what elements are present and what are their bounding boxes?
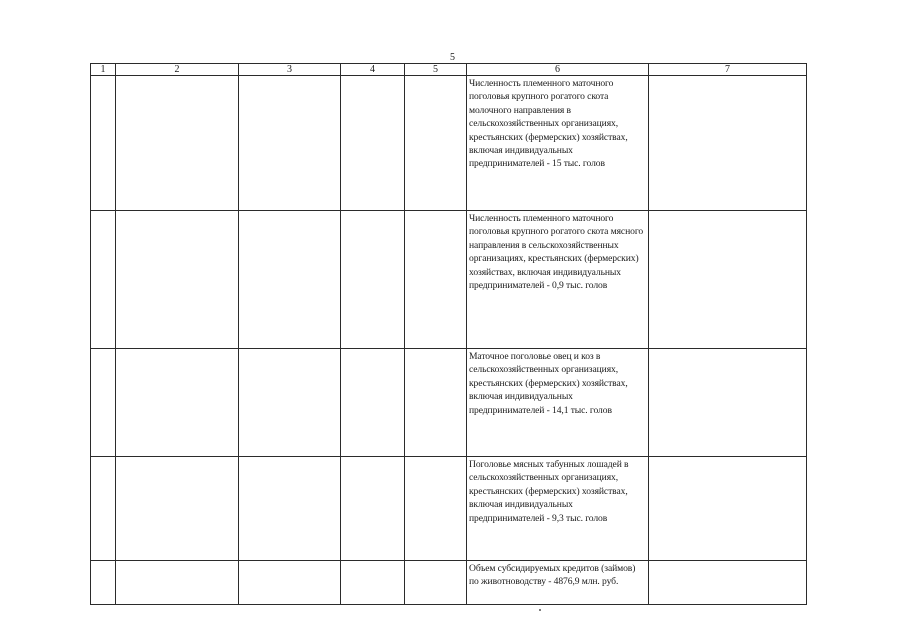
table-row — [91, 76, 807, 211]
cell-empty — [239, 561, 341, 605]
column-number-7: 7 — [649, 64, 807, 76]
cell-empty — [405, 76, 467, 211]
cell-empty — [239, 211, 341, 349]
cell-empty — [91, 211, 116, 349]
cell-empty — [91, 76, 116, 211]
cell-empty — [341, 349, 405, 457]
indicator-text: Объем субсидируемых кредитов (займов) по животноводству - 4876,9 млн. руб. — [467, 561, 649, 605]
cell-empty — [239, 457, 341, 561]
cell-empty — [405, 349, 467, 457]
column-number-6: 6 — [467, 64, 649, 76]
cell-empty — [91, 349, 116, 457]
cell-empty — [341, 76, 405, 211]
cell-empty — [649, 561, 807, 605]
cell-empty — [116, 211, 239, 349]
table-row — [91, 457, 807, 561]
cell-empty — [116, 76, 239, 211]
cell-empty — [341, 211, 405, 349]
scan-speck — [539, 609, 541, 611]
page-number: 5 — [450, 52, 455, 63]
cell-empty — [341, 561, 405, 605]
column-number-4: 4 — [341, 64, 405, 76]
cell-empty — [649, 457, 807, 561]
table-row — [91, 561, 807, 605]
indicator-text: Маточное поголовье овец и коз в сельскохозяйственных организациях, крестьянских (фермерских) хозяйствах, включая индивидуальных предпринимателей - 14,1 тыс. голов — [467, 349, 649, 457]
cell-empty — [239, 349, 341, 457]
cell-empty — [116, 561, 239, 605]
cell-empty — [405, 457, 467, 561]
cell-empty — [116, 457, 239, 561]
cell-empty — [91, 561, 116, 605]
cell-empty — [91, 457, 116, 561]
column-number-5: 5 — [405, 64, 467, 76]
program-table — [90, 63, 807, 605]
column-number-2: 2 — [116, 64, 239, 76]
column-number-row — [91, 64, 807, 76]
cell-empty — [405, 561, 467, 605]
cell-empty — [116, 349, 239, 457]
column-number-1: 1 — [91, 64, 116, 76]
cell-empty — [405, 211, 467, 349]
indicator-text: Численность племенного маточного поголовья крупного рогатого скота молочного направления в сельскохозяйственных организациях, крестьянских (фермерских) хозяйствах, включая индивидуальных предпринимателей - 15 тыс. голов — [467, 76, 649, 211]
cell-empty — [649, 211, 807, 349]
indicator-text: Численность племенного маточного поголовья крупного рогатого скота мясного направления в сельскохозяйственных организациях, крестьянских (фермерских) хозяйствах, включая индивидуальных предпринимателей - 0,9 тыс. голов — [467, 211, 649, 349]
column-number-3: 3 — [239, 64, 341, 76]
cell-empty — [239, 76, 341, 211]
cell-empty — [649, 76, 807, 211]
table-row — [91, 211, 807, 349]
cell-empty — [341, 457, 405, 561]
table-row — [91, 349, 807, 457]
indicator-text: Поголовье мясных табунных лошадей в сельскохозяйственных организациях, крестьянских (фермерских) хозяйствах, включая индивидуальных предпринимателей - 9,3 тыс. голов — [467, 457, 649, 561]
cell-empty — [649, 349, 807, 457]
